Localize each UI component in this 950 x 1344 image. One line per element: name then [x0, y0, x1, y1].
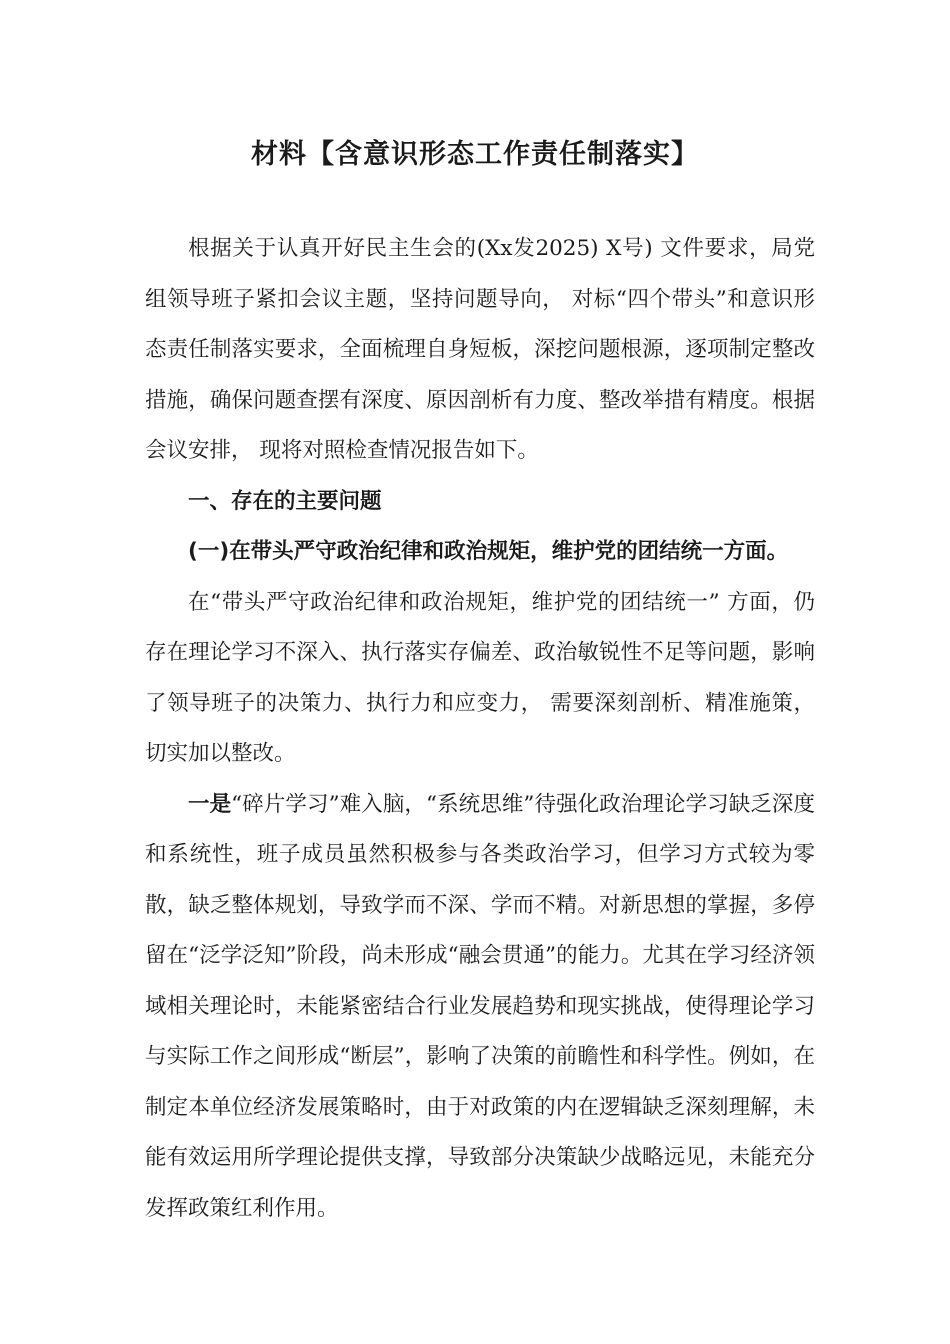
- point-one-lead: 一是: [188, 791, 232, 817]
- document-body: [145, 224, 815, 1234]
- document-title: 材料【含意识形态工作责任制落实】: [251, 139, 699, 170]
- point-one-paragraph: [145, 780, 815, 1235]
- subsection-heading-discipline: (一)在带头严守政治纪律和政治规矩，维护党的团结统一方面。: [188, 539, 789, 564]
- intro-paragraph: 根据关于认真开好民主生会的(Xx发2025) X号) 文件要求，局党组领导班子紧扣会议主题，坚持问题导向， 对标“四个带头”和意识形态责任制落实要求，全面梳理自身短板，深挖问题根源，逐项制定整改措施，确保问题查摆有深度、原因剖析有力度、整改举措有精度。根据会议安排， 现将对照检查情况报告如下。: [145, 236, 815, 463]
- point-one-text: “碎片学习”难入脑，“系统思维”待强化政治理论学习缺乏深度和系统性，班子成员虽然积极参与各类政治学习，但学习方式较为零散，缺乏整体规划，导致学而不深、学而不精。对新思想的掌握，多停留在“泛学泛知”阶段，尚未形成“融会贯通”的能力。尤其在学习经济领域相关理论时，未能紧密结合行业发展趋势和现实挑战，使得理论学习与实际工作之间形成“断层”，影响了决策的前瞻性和科学性。例如，在制定本单位经济发展策略时，由于对政策的内在逻辑缺乏深刻理解，未能有效运用所学理论提供支撑，导致部分决策缺少战略远见，未能充分发挥政策红利作用。: [145, 791, 815, 1221]
- section-heading-problems: 一、存在的主要问题: [188, 488, 382, 514]
- subsection-paragraph: 在“带头严守政治纪律和政治规矩，维护党的团结统一” 方面，仍存在理论学习不深入、执行落实存偏差、政治敏锐性不足等问题，影响了领导班子的决策力、执行力和应变力， 需要深刻剖析、精准施策，切实加以整改。: [145, 589, 815, 766]
